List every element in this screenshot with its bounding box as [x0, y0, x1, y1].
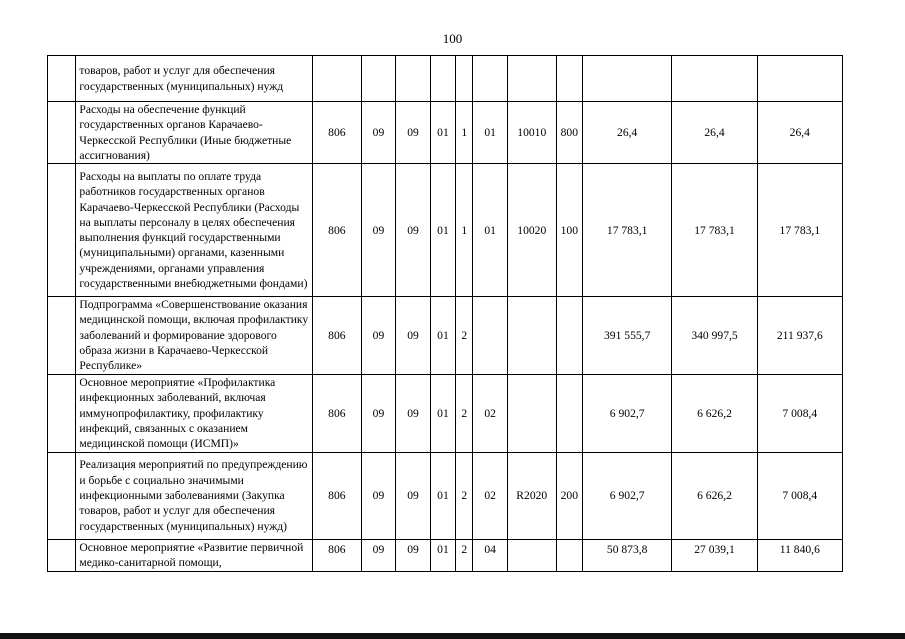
row-number-cell — [48, 56, 76, 102]
subprogram-code-cell: 2 — [456, 374, 473, 452]
direction-code-cell — [507, 374, 556, 452]
section-cell: 09 — [361, 452, 396, 539]
expense-type-cell — [556, 297, 582, 374]
expense-name-cell: Расходы на обеспечение функций государственных органов Карачаево-Черкесской Республики (Иные бюджетные ассигнования) — [76, 102, 313, 164]
table-row — [48, 539, 843, 571]
direction-code-cell — [507, 56, 556, 102]
table-row — [48, 102, 843, 164]
expense-type-cell: 800 — [556, 102, 582, 164]
program-code-cell: 01 — [430, 297, 455, 374]
page-number: 100 — [442, 31, 463, 46]
expense-type-cell — [556, 56, 582, 102]
amount-year3-cell: 7 008,4 — [757, 452, 842, 539]
activity-code-cell — [473, 56, 508, 102]
direction-code-cell — [507, 539, 556, 571]
table-row — [48, 452, 843, 539]
amount-year2-cell: 17 783,1 — [672, 164, 757, 297]
expense-name-cell: Подпрограмма «Совершенствование оказания медицинской помощи, включая профилактику заболеваний и формирование здорового образа жизни в Карачаево-Черкесской Республике» — [76, 297, 313, 374]
activity-code-cell: 01 — [473, 102, 508, 164]
amount-year1-cell — [583, 56, 672, 102]
expense-name-cell: товаров, работ и услуг для обеспечения государственных (муниципальных) нужд — [76, 56, 313, 102]
expense-name-cell: Реализация мероприятий по предупреждению и борьбе с социально значимыми инфекционными заболеваниями (Закупка товаров, работ и услуг для обеспечения государственных (муниципальных) нужд) — [76, 452, 313, 539]
activity-code-cell — [473, 297, 508, 374]
subsection-cell: 09 — [396, 297, 431, 374]
budget-table — [47, 55, 843, 572]
subprogram-code-cell: 2 — [456, 297, 473, 374]
section-cell: 09 — [361, 539, 396, 571]
grbs-cell: 806 — [312, 539, 361, 571]
amount-year1-cell: 391 555,7 — [583, 297, 672, 374]
amount-year2-cell: 6 626,2 — [672, 374, 757, 452]
amount-year2-cell: 6 626,2 — [672, 452, 757, 539]
grbs-cell: 806 — [312, 164, 361, 297]
activity-code-cell: 02 — [473, 374, 508, 452]
table-row — [48, 297, 843, 374]
program-code-cell: 01 — [430, 452, 455, 539]
subprogram-code-cell: 1 — [456, 164, 473, 297]
amount-year3-cell: 26,4 — [757, 102, 842, 164]
amount-year1-cell: 6 902,7 — [583, 374, 672, 452]
amount-year2-cell: 340 997,5 — [672, 297, 757, 374]
program-code-cell: 01 — [430, 374, 455, 452]
amount-year1-cell: 50 873,8 — [583, 539, 672, 571]
row-number-cell — [48, 164, 76, 297]
row-number-cell — [48, 297, 76, 374]
amount-year3-cell: 7 008,4 — [757, 374, 842, 452]
grbs-cell: 806 — [312, 452, 361, 539]
expense-type-cell: 100 — [556, 164, 582, 297]
grbs-cell: 806 — [312, 374, 361, 452]
expense-type-cell — [556, 374, 582, 452]
subsection-cell: 09 — [396, 164, 431, 297]
amount-year3-cell: 17 783,1 — [757, 164, 842, 297]
program-code-cell: 01 — [430, 539, 455, 571]
direction-code-cell: 10020 — [507, 164, 556, 297]
grbs-cell: 806 — [312, 102, 361, 164]
row-number-cell — [48, 374, 76, 452]
expense-type-cell — [556, 539, 582, 571]
subsection-cell: 09 — [396, 539, 431, 571]
amount-year3-cell — [757, 56, 842, 102]
row-number-cell — [48, 452, 76, 539]
subprogram-code-cell: 1 — [456, 102, 473, 164]
section-cell: 09 — [361, 297, 396, 374]
direction-code-cell: 10010 — [507, 102, 556, 164]
section-cell: 09 — [361, 164, 396, 297]
program-code-cell: 01 — [430, 164, 455, 297]
subprogram-code-cell: 2 — [456, 539, 473, 571]
table-row — [48, 374, 843, 452]
direction-code-cell: R2020 — [507, 452, 556, 539]
amount-year3-cell: 211 937,6 — [757, 297, 842, 374]
row-number-cell — [48, 539, 76, 571]
section-cell — [361, 56, 396, 102]
amount-year1-cell: 26,4 — [583, 102, 672, 164]
grbs-cell — [312, 56, 361, 102]
program-code-cell — [430, 56, 455, 102]
activity-code-cell: 04 — [473, 539, 508, 571]
table-row — [48, 56, 843, 102]
row-number-cell — [48, 102, 76, 164]
amount-year3-cell: 11 840,6 — [757, 539, 842, 571]
section-cell: 09 — [361, 374, 396, 452]
subsection-cell: 09 — [396, 452, 431, 539]
amount-year2-cell — [672, 56, 757, 102]
subprogram-code-cell — [456, 56, 473, 102]
expense-name-cell: Основное мероприятие «Профилактика инфекционных заболеваний, включая иммунопрофилактику, профилактику инфекций, связанных с оказанием медицинской помощи (ИСМП)» — [76, 374, 313, 452]
activity-code-cell: 02 — [473, 452, 508, 539]
expense-name-cell: Основное мероприятие «Развитие первичной медико-санитарной помощи, — [76, 539, 313, 571]
subprogram-code-cell: 2 — [456, 452, 473, 539]
subsection-cell: 09 — [396, 102, 431, 164]
activity-code-cell: 01 — [473, 164, 508, 297]
amount-year1-cell: 6 902,7 — [583, 452, 672, 539]
expense-name-cell: Расходы на выплаты по оплате труда работников государственных органов Карачаево-Черкесской Республики (Расходы на выплаты персоналу в целях обеспечения выполнения функций государственными (муниципальными) органами, казенными учреждениями, органами управления государственными внебюджетными фондами) — [76, 164, 313, 297]
subsection-cell — [396, 56, 431, 102]
expense-type-cell: 200 — [556, 452, 582, 539]
amount-year2-cell: 26,4 — [672, 102, 757, 164]
program-code-cell: 01 — [430, 102, 455, 164]
table-row — [48, 164, 843, 297]
direction-code-cell — [507, 297, 556, 374]
scan-edge-bar — [0, 633, 905, 639]
amount-year2-cell: 27 039,1 — [672, 539, 757, 571]
subsection-cell: 09 — [396, 374, 431, 452]
section-cell: 09 — [361, 102, 396, 164]
grbs-cell: 806 — [312, 297, 361, 374]
amount-year1-cell: 17 783,1 — [583, 164, 672, 297]
